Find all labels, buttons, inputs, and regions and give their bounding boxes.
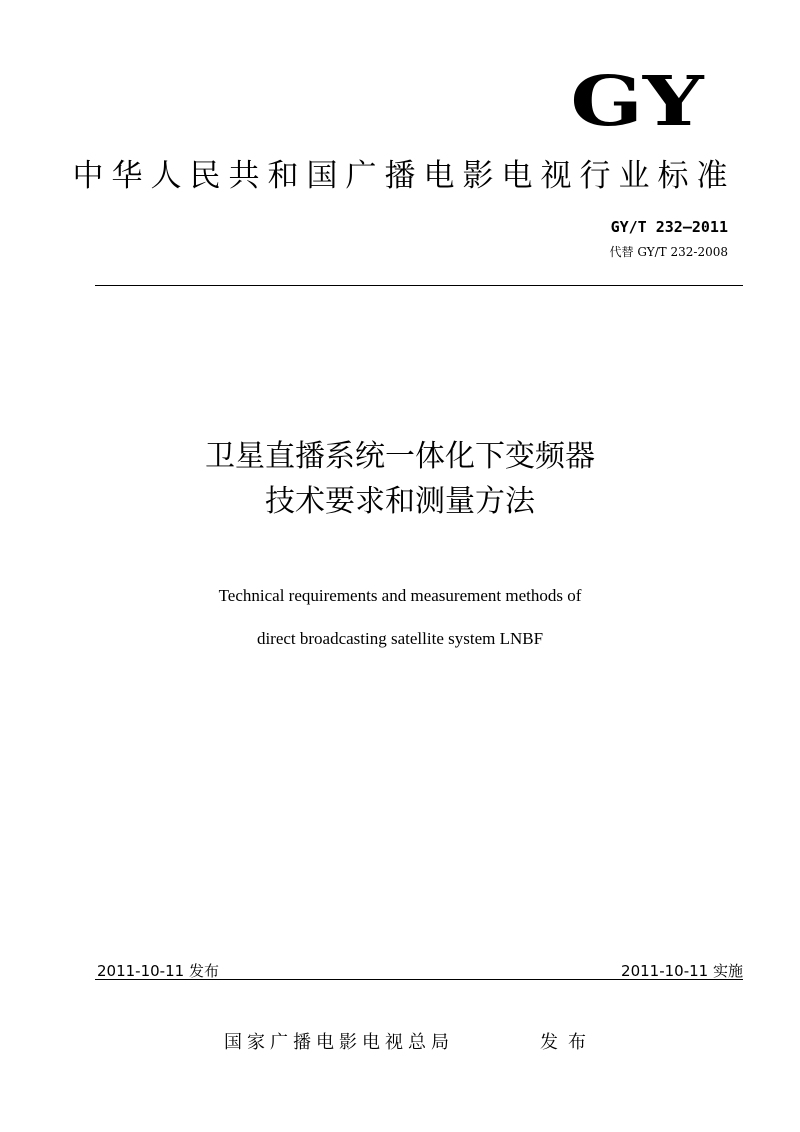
title-en-line1: Technical requirements and measurement methods of: [218, 586, 582, 605]
top-divider: [95, 285, 743, 286]
replaces-standard: 代替 GY/T 232-2008: [609, 245, 728, 259]
issue-date: 2011-10-11 发布: [97, 962, 219, 980]
implementation-date: 2011-10-11 实施: [621, 962, 743, 980]
publish-label: 发布: [540, 1032, 596, 1053]
issuer: 国家广播电影电视总局: [224, 1032, 454, 1053]
organization-heading: 中华人民共和国广播电影电视行业标准: [72, 158, 736, 194]
bottom-divider: [95, 979, 743, 980]
title-cn-line1: 卫星直播系统一体化下变频器: [205, 439, 595, 474]
title-cn-line2: 技术要求和测量方法: [265, 484, 535, 519]
gy-logo: GY: [570, 62, 704, 142]
title-en-line2: direct broadcasting satellite system LNBF: [256, 629, 544, 648]
standard-number: GY/T 232—2011: [610, 218, 728, 236]
